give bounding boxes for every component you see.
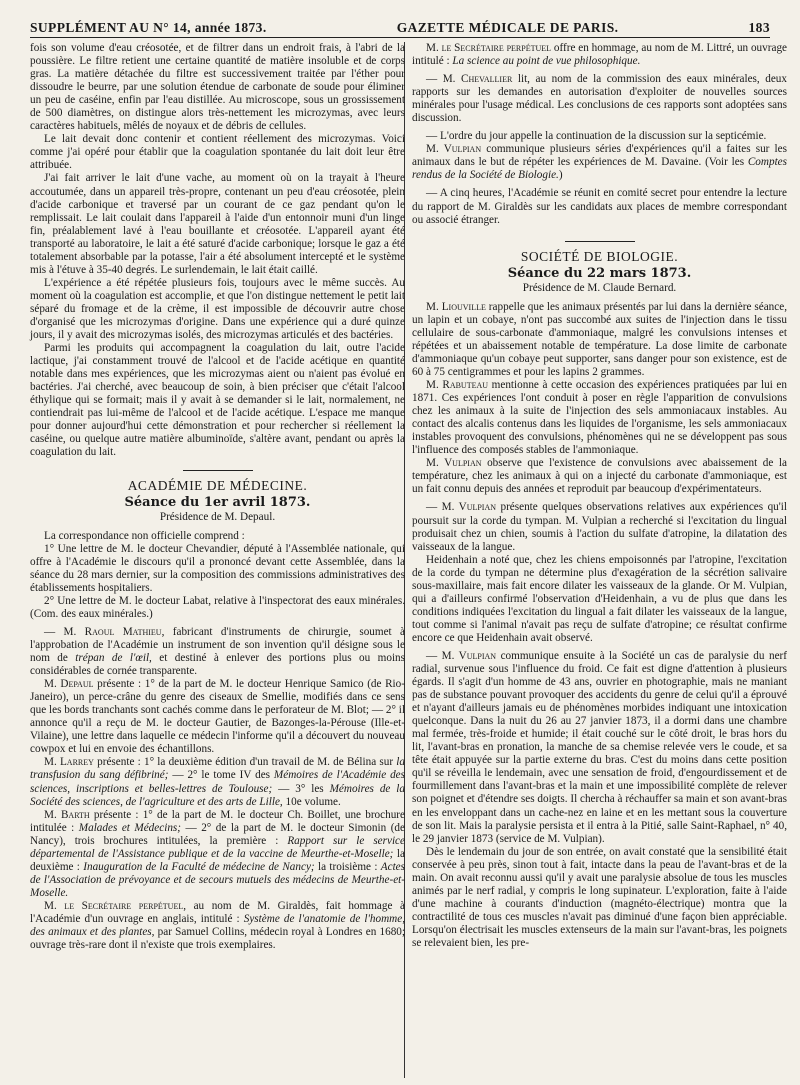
- speaker-name: M. Rabuteau: [426, 379, 489, 392]
- paragraph: Le lait devait donc contenir et contient réellement des microzymas. Voici comme j'ai opéré pour établir que la coagulation spontanée du lait doit leur être attribuée.: [30, 133, 405, 172]
- speaker-name: — M. Raoul Mathieu,: [44, 625, 165, 638]
- paragraph: M. Vulpian observe que l'existence de convulsions avec abaissement de la température, chez les animaux à qui on a injecté du carbonate d'ammoniaque, est un fait connu depuis des années et reproduit par beaucoup d'expérimentateurs.: [412, 457, 787, 496]
- speaker-name: M. Vulpian: [426, 457, 482, 470]
- paragraph: M. Barth présente : 1° de la part de M. le docteur Ch. Boillet, une brochure intitulée : Malades et Médecins; — 2° de la part de M. le docteur Simonin (de Nancy), trois brochures intitulées, la première : Rapport sur le service départemental de l'Assistance publique et de la vaccine de Meurthe-et-Moselle; la deuxième : Inauguration de la Faculté de médecine de Nancy; la troisième : Actes de l'Association de prévoyance et de secours mutuels des médecins de Meurthe-et-Moselle.: [30, 808, 406, 899]
- section-rule: [565, 241, 635, 242]
- speaker-name: M. le Secrétaire perpétuel,: [44, 899, 187, 912]
- paragraph: — M. Vulpian présente quelques observations relatives aux expériences qu'il poursuit sur la corde du tympan. M. Vulpian a recherché si l'excitation du lingual produisait chez un chien, soumis à l'action du sulfate d'atropine, la dilatation des vaisseaux de la langue.: [412, 501, 787, 553]
- paragraph: M. Rabuteau mentionne à cette occasion des expériences pratiquées par lui en 1871. Ces expériences l'ont conduit à poser en règle l'apparition de convulsions chez les animaux à la suite de l'injection des sels ammoniacaux instables. Au contact des alcalis contenus dans les liquides de l'organisme, les sels ammoniacaux instables provoquent des convulsions, phénomènes qui ne se développent pas sous l'influence des composés stables de l'ammoniaque.: [412, 379, 787, 457]
- paragraph: fois son volume d'eau créosotée, et de filtrer dans un endroit frais, à l'abri de la poussière. Le filtre retient une certaine quantité de matière insoluble et de corps gras. La matière détachée du filtre est successivement traitée par l'éther pour dissoudre le beurre, par une solution étendue de carbonate de soude pour éliminer un peu de caséine, enfin par l'eau distillée. Au microscope, sous un grossissement de 500 diamètres, on distingue alors très-nettement les microzymas, avec leurs caractères habituels, mêlés de noyaux et de débris de cellules.: [30, 42, 405, 133]
- right-column: [412, 42, 787, 950]
- speaker-name: M. Vulpian: [426, 143, 482, 156]
- header-page-number: 183: [748, 20, 770, 35]
- society-session-heading: Séance du 22 mars 1873.: [507, 265, 692, 281]
- section-rule: [183, 470, 253, 471]
- paragraph: La correspondance non officielle comprend :: [44, 529, 245, 542]
- academy-presidence: Présidence de M. Depaul.: [159, 510, 276, 523]
- paragraph: — M. Vulpian communique ensuite à la Société un cas de paralysie du nerf radial, survenue sous l'influence du froid. Ce fait est digne d'attention à plusieurs égards. Il s'agit d'un homme de 43 ans, ouvrier en photographie, mais ne maniant pas de substance pouvant provoquer des accidents du genre de celui qu'il a éprouvé et n'ayant d'ailleurs jamais eu de phénomènes morbides indiquant une intoxication quelconque. Dans la nuit du 26 au 27 janvier 1873, il a dormi dans une chambre mal fermée, très-froide et humide; il était couché sur le côté droit, le bras hors du lit, l'avant-bras en pronation, la manche de sa chemise relevée vers le coude, et sa tête était appuyée sur la partie externe du bras. C'est du moins dans cette position qu'il se réveilla le lendemain, avec une sensation de froid, d'engourdissement et de fourmillement dans l'avant-bras et la main et une impossibilité complète de relever son poignet et d'étendre ses doigts. Il chercha à réchauffer sa main et son avant-bras en les enveloppant dans un cache-nez en laine et en les mettant sous la couverture de son lit. Mais la paralysie persista et il entra à la Pitié, salle Saint-Raphael, n° 40, le 29 janvier 1873 (service de M. Vulpian).: [412, 649, 787, 845]
- paragraph: M. Larrey présente : 1° la deuxième édition d'un travail de M. de Bélina sur la transfusion du sang défibriné; — 2° le tome IV des Mémoires de l'Académie des sciences, inscriptions et belles-lettres de Toulouse; — 3° les Mémoires de la Société des sciences, de l'agriculture et des arts de Lille, 10e volume.: [30, 756, 405, 808]
- paragraph: — M. Chevallier lit, au nom de la commission des eaux minérales, deux rapports sur les demandes en autorisation d'exploiter de nouvelles sources minérales pour l'usage médical. Les conclusions de ces rapports sont adoptées sans discussion.: [412, 73, 787, 125]
- speaker-name: — M. Vulpian: [426, 649, 497, 662]
- header-rule: [30, 37, 770, 38]
- paragraph: Parmi les produits qui accompagnent la coagulation du lait, outre l'acide lactique, j'ai constamment trouvé de l'alcool et de l'acide acétique en quantité notable dans mes expériences, que les microzymas aient ou n'aient pas évolué en bactéries. J'ai cherché, avec beaucoup de soin, à bien préciser que c'était l'alcool éthylique qui se formait; mais il y avait à se demander si le lait, normalement, ne contiendrait pas lui-même de l'alcool et de l'acide acétique. L'espace me manque pour donner aujourd'hui cette démonstration et pour rechercher si réellement la caséine, ou quelque autre matière albuminoïde, s'altère avant, pendant ou après la coagulation du lait.: [30, 342, 405, 459]
- paragraph: Dès le lendemain du jour de son entrée, on avait constaté que la sensibilité était conservée à peu près, sinon tout à fait, intacte dans la peau de l'avant-bras et de la main. On avait reconnu aussi qu'il y avait une paralysie absolue de tous les muscles animés par le nerf radial, y compris le long supinateur. L'exploration, faite à l'aide d'une machine à courants d'induction (magnéto-électrique) montra que la contractilité de tous ces muscles n'avait pas diminué d'une façon bien appréciable. Lorsqu'on électrisait les muscles extenseurs de la main sur l'avant-bras, les poignets se relevaient bien, les pre-: [412, 845, 787, 949]
- paragraph: Heidenhain a noté que, chez les chiens empoisonnés par l'atropine, l'excitation de la corde du tympan ne détermine plus d'exagération de la sécrétion salivaire sous-maxillaire, mais fait encore dilater les vaisseaux de la glande. Or M. Vulpian, qui a d'ailleurs confirmé l'observation d'Heidenhain, a vu de plus que dans les conditions indiquées l'excitation du lingual a fait dilater les vaisseaux de la langue, tout comme si l'animal n'avait pas reçu de sulfate d'atropine; ce résultat confirme encore ce que Heidenhain avait observé.: [412, 553, 787, 644]
- paragraph: M. Liouville rappelle que les animaux présentés par lui dans la dernière séance, un lapin et un cobaye, n'ont pas succombé aux suites de l'injection dans le tissu cellulaire de sous-carbonate d'ammoniaque, malgré les convulsions intenses et répétées et un abaissement notable de température. La dose limite de carbonate d'ammoniaque qu'un cobaye peut supporter, sans danger pour son existence, est de 60 à 75 centigrammes et pour les lapins 2 grammes.: [412, 300, 787, 378]
- speaker-name: M. Larrey: [44, 756, 94, 769]
- society-section-title: SOCIÉTÉ DE BIOLOGIE.: [520, 248, 679, 264]
- society-presidence: Présidence de M. Claude Bernard.: [522, 281, 677, 294]
- paragraph: M. le Secrétaire perpétuel, au nom de M. Giraldès, fait hommage à l'Académie d'un ouvrage en anglais, intitulé : Système de l'anatomie de l'homme, des animaux et des plantes, par Samuel Collins, médecin royal à Londres en 1680; ouvrage très-rare dont il n'existe que trois exemplaires.: [30, 899, 405, 952]
- page-header: [30, 10, 770, 36]
- paragraph: 2° Une lettre de M. le docteur Labat, relative à l'inspectorat des eaux minérales. (Com. des eaux minérales.): [30, 594, 405, 620]
- paragraph: — L'ordre du jour appelle la continuation de la discussion sur la septicémie.: [426, 130, 767, 143]
- paragraph: L'expérience a été répétée plusieurs fois, toujours avec le même succès. Au moment où la coagulation est accomplie, et que l'on distingue nettement le petit lait séparé du fromage et de la crème, il est impossible de découvrir autre chose d'organisé que les microzymas d'origine. Dans une expérience qui a duré quinze jours, il y avait des microzymas isolés, des microzymas articulés et des bactéries.: [30, 276, 405, 342]
- paragraph: — A cinq heures, l'Académie se réunit en comité secret pour entendre la lecture du rapport de M. Giraldès sur les candidats aux places de membre correspondant ou associé étranger.: [412, 187, 787, 226]
- academy-session-heading: Séance du 1er avril 1873.: [124, 494, 311, 510]
- paragraph: 1° Une lettre de M. le docteur Chevandier, député à l'Assemblée nationale, qui offre à l'Académie le discours qu'il a prononcé devant cette Assemblée, dans la séance du 28 mars dernier, sur la composition des commissions administratives des établissements hospitaliers.: [30, 542, 405, 594]
- speaker-name: M. Liouville: [426, 300, 486, 313]
- speaker-name: M. Depaul: [44, 678, 94, 691]
- header-journal-title: GAZETTE MÉDICALE DE PARIS.: [396, 20, 619, 35]
- paragraph: M. Depaul présente : 1° de la part de M. le docteur Henrique Samico (de Rio-Janeiro), un perce-crâne du genre des ciseaux de Smellie, modifiés dans ce sens que les bords tranchants sont cachés comme dans le perforateur de M. Blot; — 2° il annonce qu'il a reçu de M. le docteur Gautier, de Bazonges-la-Pérouse (Ille-et-Vilaine), une lettre dans laquelle ce médecin l'informe qu'il a découvert du nouveau cowpox et lui en envoie des échantillons.: [30, 678, 405, 756]
- speaker-name: M. le Secrétaire perpétuel: [426, 42, 552, 54]
- speaker-name: — M. Vulpian: [426, 501, 497, 514]
- speaker-name: M. Barth: [44, 808, 90, 821]
- paragraph: — M. Raoul Mathieu, fabricant d'instruments de chirurgie, soumet à l'approbation de l'Académie un instrument de son invention qu'il désigne sous le nom de trépan de l'œil, et destiné à enlever des portions plus ou moins considérables de cornée transparente.: [30, 625, 405, 678]
- paragraph: M. le Secrétaire perpétuel offre en hommage, au nom de M. Littré, un ouvrage intitulé : La science au point de vue philosophique.: [412, 42, 788, 68]
- paragraph: J'ai fait arriver le lait d'une vache, au moment où on la trayait à l'heure accoutumée, dans un appareil très-propre, contenant un peu d'eau créosotée, plein d'acide carbonique et traversé par un courant de ce gaz pendant qu'on le remplissait. Le lait coulait dans l'appareil à l'aide d'un entonnoir muni d'un linge fin, préalablement lavé à l'eau bouillante et créosotée. L'appareil ayant été transporté au laboratoire, le lait a été saturé d'acide carbonique; lorsque le gaz a été totalement absorbable par la potasse, l'air a été absolument intercepté et le système mis à l'étuve à 35-40 degrés. Le surlendemain, le lait était caillé.: [30, 172, 405, 276]
- left-column: [30, 42, 405, 952]
- speaker-name: — M. Chevallier: [426, 73, 513, 86]
- academy-section-title: ACADÉMIE DE MÉDECINE.: [127, 477, 308, 493]
- header-supplement: SUPPLÉMENT AU N° 14, année 1873.: [30, 20, 267, 35]
- paragraph: M. Vulpian communique plusieurs séries d'expériences qu'il a faites sur les animaux dans le but de répéter les expériences de M. Davaine. (Voir les Comptes rendus de la Société de Biologie.): [412, 143, 787, 182]
